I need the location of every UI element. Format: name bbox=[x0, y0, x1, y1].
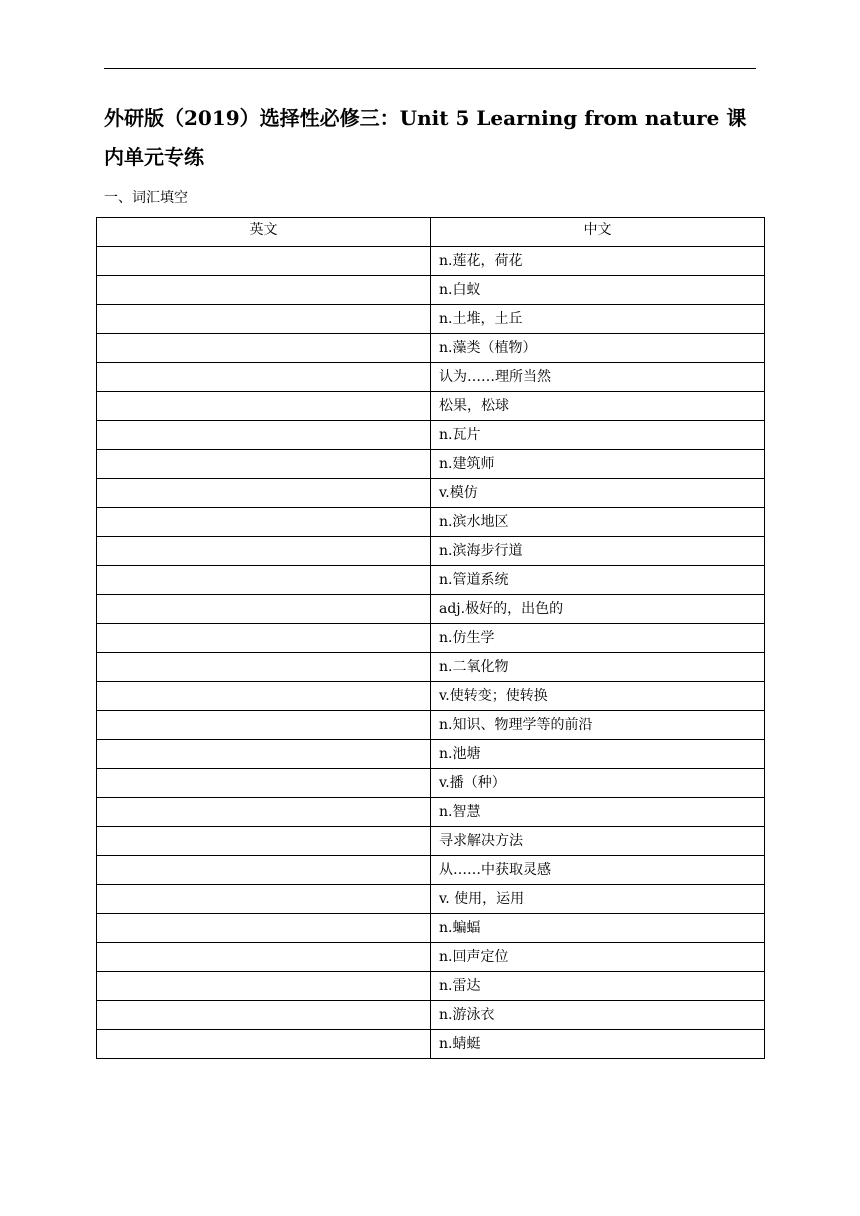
chinese-meaning-cell: n.知识、物理学等的前沿 bbox=[431, 711, 765, 740]
table-row bbox=[97, 1030, 765, 1059]
english-answer-cell[interactable] bbox=[97, 798, 431, 827]
chinese-meaning-cell: v. 使用，运用 bbox=[431, 885, 765, 914]
table-row bbox=[97, 885, 765, 914]
table-row bbox=[97, 450, 765, 479]
english-answer-cell[interactable] bbox=[97, 392, 431, 421]
table-row bbox=[97, 827, 765, 856]
chinese-meaning-cell: n.雷达 bbox=[431, 972, 765, 1001]
chinese-meaning-cell: 寻求解决方法 bbox=[431, 827, 765, 856]
chinese-meaning-cell: 松果，松球 bbox=[431, 392, 765, 421]
table-row bbox=[97, 1001, 765, 1030]
table-row bbox=[97, 624, 765, 653]
english-answer-cell[interactable] bbox=[97, 537, 431, 566]
english-answer-cell[interactable] bbox=[97, 363, 431, 392]
column-header-english: 英文 bbox=[97, 218, 431, 247]
english-answer-cell[interactable] bbox=[97, 827, 431, 856]
chinese-meaning-cell: 从……中获取灵感 bbox=[431, 856, 765, 885]
chinese-meaning-cell: v.模仿 bbox=[431, 479, 765, 508]
chinese-meaning-cell: n.池塘 bbox=[431, 740, 765, 769]
english-answer-cell[interactable] bbox=[97, 856, 431, 885]
english-answer-cell[interactable] bbox=[97, 479, 431, 508]
english-answer-cell[interactable] bbox=[97, 943, 431, 972]
english-answer-cell[interactable] bbox=[97, 682, 431, 711]
table-row bbox=[97, 421, 765, 450]
chinese-meaning-cell: n.游泳衣 bbox=[431, 1001, 765, 1030]
chinese-meaning-cell: n.建筑师 bbox=[431, 450, 765, 479]
table-row bbox=[97, 682, 765, 711]
english-answer-cell[interactable] bbox=[97, 740, 431, 769]
english-answer-cell[interactable] bbox=[97, 914, 431, 943]
chinese-meaning-cell: n.蜻蜓 bbox=[431, 1030, 765, 1059]
chinese-meaning-cell: n.藻类（植物） bbox=[431, 334, 765, 363]
table-row bbox=[97, 798, 765, 827]
chinese-meaning-cell: 认为……理所当然 bbox=[431, 363, 765, 392]
table-row bbox=[97, 537, 765, 566]
english-answer-cell[interactable] bbox=[97, 450, 431, 479]
chinese-meaning-cell: n.智慧 bbox=[431, 798, 765, 827]
table-row bbox=[97, 914, 765, 943]
chinese-meaning-cell: n.蝙蝠 bbox=[431, 914, 765, 943]
chinese-meaning-cell: n.回声定位 bbox=[431, 943, 765, 972]
chinese-meaning-cell: n.莲花，荷花 bbox=[431, 247, 765, 276]
english-answer-cell[interactable] bbox=[97, 711, 431, 740]
table-row bbox=[97, 769, 765, 798]
table-row bbox=[97, 392, 765, 421]
table-row bbox=[97, 943, 765, 972]
table-row bbox=[97, 653, 765, 682]
table-body bbox=[97, 247, 765, 1059]
chinese-meaning-cell: n.二氧化物 bbox=[431, 653, 765, 682]
table-row bbox=[97, 276, 765, 305]
column-header-chinese: 中文 bbox=[431, 218, 765, 247]
english-answer-cell[interactable] bbox=[97, 247, 431, 276]
english-answer-cell[interactable] bbox=[97, 885, 431, 914]
chinese-meaning-cell: n.管道系统 bbox=[431, 566, 765, 595]
table-row bbox=[97, 972, 765, 1001]
english-answer-cell[interactable] bbox=[97, 334, 431, 363]
table-row bbox=[97, 247, 765, 276]
chinese-meaning-cell: n.白蚁 bbox=[431, 276, 765, 305]
document-title: 外研版（2019）选择性必修三：Unit 5 Learning from nature 课内单元专练 bbox=[104, 106, 747, 169]
table-header-row bbox=[97, 218, 765, 247]
chinese-meaning-cell: adj.极好的，出色的 bbox=[431, 595, 765, 624]
english-answer-cell[interactable] bbox=[97, 769, 431, 798]
chinese-meaning-cell: n.土堆，土丘 bbox=[431, 305, 765, 334]
table-row bbox=[97, 856, 765, 885]
chinese-meaning-cell: v.播（种） bbox=[431, 769, 765, 798]
chinese-meaning-cell: n.仿生学 bbox=[431, 624, 765, 653]
table-row bbox=[97, 740, 765, 769]
vocabulary-table bbox=[96, 217, 765, 1059]
chinese-meaning-cell: v.使转变；使转换 bbox=[431, 682, 765, 711]
table-row bbox=[97, 711, 765, 740]
english-answer-cell[interactable] bbox=[97, 421, 431, 450]
english-answer-cell[interactable] bbox=[97, 508, 431, 537]
chinese-meaning-cell: n.滨水地区 bbox=[431, 508, 765, 537]
section-heading: 一、词汇填空 bbox=[104, 190, 188, 206]
english-answer-cell[interactable] bbox=[97, 1030, 431, 1059]
table-row bbox=[97, 595, 765, 624]
table-row bbox=[97, 363, 765, 392]
table-row bbox=[97, 479, 765, 508]
table-row bbox=[97, 334, 765, 363]
header-rule bbox=[104, 68, 756, 69]
english-answer-cell[interactable] bbox=[97, 972, 431, 1001]
table-row bbox=[97, 508, 765, 537]
chinese-meaning-cell: n.瓦片 bbox=[431, 421, 765, 450]
english-answer-cell[interactable] bbox=[97, 276, 431, 305]
english-answer-cell[interactable] bbox=[97, 595, 431, 624]
english-answer-cell[interactable] bbox=[97, 653, 431, 682]
english-answer-cell[interactable] bbox=[97, 624, 431, 653]
chinese-meaning-cell: n.滨海步行道 bbox=[431, 537, 765, 566]
english-answer-cell[interactable] bbox=[97, 1001, 431, 1030]
table-row bbox=[97, 566, 765, 595]
english-answer-cell[interactable] bbox=[97, 566, 431, 595]
english-answer-cell[interactable] bbox=[97, 305, 431, 334]
table-row bbox=[97, 305, 765, 334]
